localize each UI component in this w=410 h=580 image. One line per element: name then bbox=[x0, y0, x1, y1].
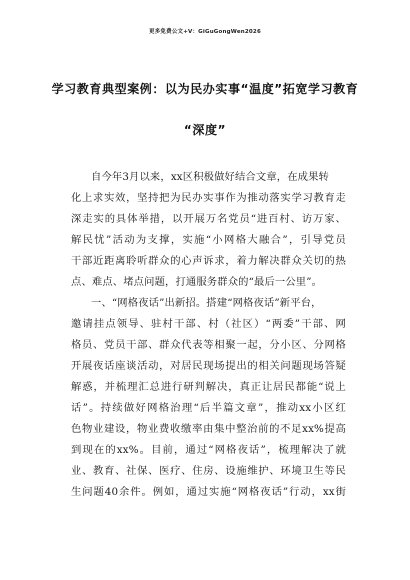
paragraph-line: 化上求实效，坚持把为民办实事作为推动落实学习教育走 bbox=[71, 192, 346, 204]
paragraph-line: 生问题40余件。例如，通过实施“网格夜话”行动，xx街 bbox=[71, 486, 346, 498]
paragraph-line: 深走实的具体举措，以开展万名党员“进百村、访万家、 bbox=[71, 213, 346, 225]
paragraph-line: 开展夜话座谈活动，对居民现场提出的相关问题现场答疑 bbox=[71, 360, 346, 372]
paragraph-line: 邀请挂点领导、驻村干部、村（社区）“两委”干部、网 bbox=[71, 318, 346, 330]
paragraph-line: 干部近距离聆听群众的心声诉求，着力解决群众关切的热 bbox=[71, 255, 346, 267]
document-title-line-1: 学习教育典型案例：以为民办实事“温度”拓宽学习教育 bbox=[51, 82, 359, 96]
paragraph-line: 到现在的xx%。目前，通过“网格夜话”，梳理解决了就 bbox=[71, 444, 346, 456]
paragraph-line: 点、难点、堵点问题，打通服务群众的“最后一公里”。 bbox=[71, 276, 323, 288]
paragraph-line: 解惑，并梳理汇总进行研判解决，真正让居民都能“说上 bbox=[71, 381, 346, 393]
section-heading-line: 一、“网格夜话”出新招。搭建“网格夜话”新平台， bbox=[91, 297, 322, 309]
paragraph-line: 自今年3月以来，xx区积极做好结合文章，在成果转 bbox=[91, 171, 329, 183]
paragraph-line: 色物业建设，物业费收缴率由集中整治前的不足xx%提高 bbox=[71, 423, 346, 435]
header-note: 更多免费公文+V：GiGuGongWen2026 bbox=[149, 29, 261, 35]
paragraph-line: 格员、党员干部、群众代表等相聚一起，分小区、分网格 bbox=[71, 339, 346, 351]
document-body bbox=[71, 167, 346, 503]
paragraph-line: 解民忧”活动为支撑，实施“小网格大融合”，引导党员 bbox=[71, 234, 346, 246]
document-title-line-2: “深度” bbox=[183, 123, 227, 137]
paragraph-line: 话”。持续做好网格治理“后半篇文章”，推动xx小区红 bbox=[71, 402, 346, 414]
paragraph-line: 业、教育、社保、医疗、住房、设施维护、环境卫生等民 bbox=[71, 465, 346, 477]
